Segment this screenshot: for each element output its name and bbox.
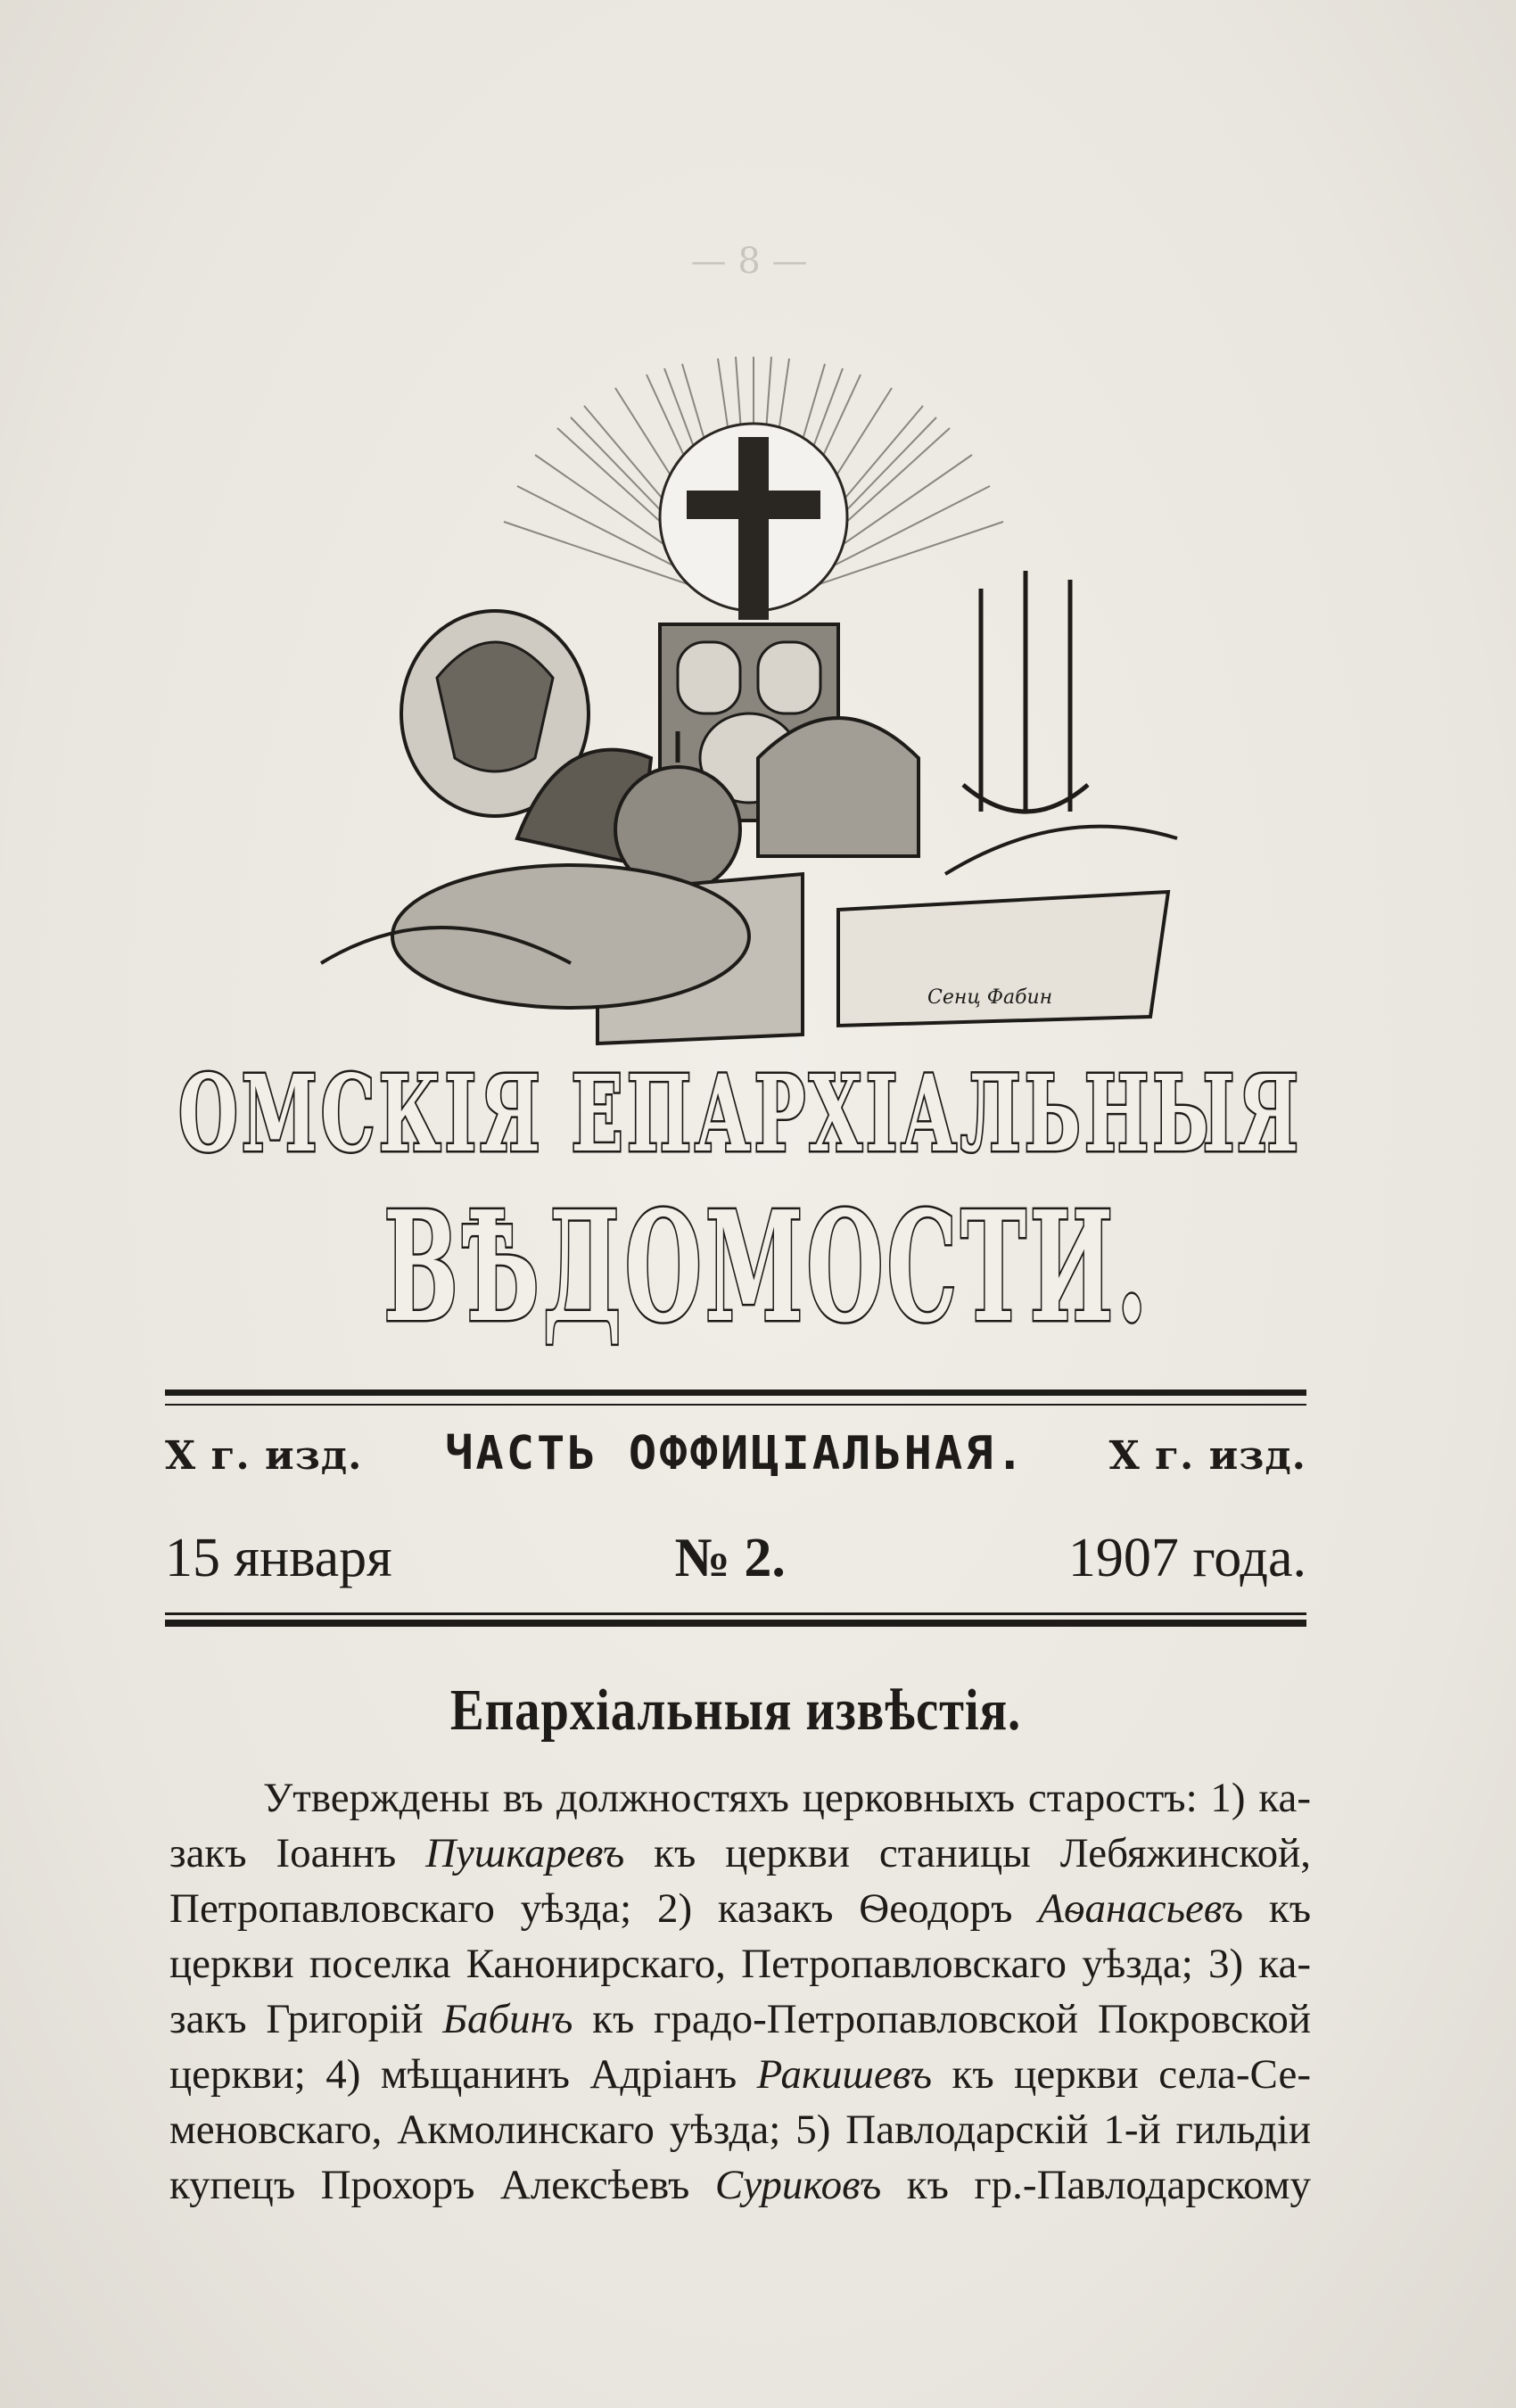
vignette-signature: Сенц Фабин [927, 986, 1053, 1009]
person-surname: Пушкаревъ [425, 1830, 625, 1876]
body-line: Утверждены въ должностяхъ церковныхъ старостъ: 1) ка- [263, 1775, 1311, 1821]
bottom-thick-rule [165, 1620, 1306, 1627]
masthead-title-line2-text: ВѢДОМОСТИ. [383, 1178, 1150, 1347]
mitre-icon [758, 718, 919, 856]
issue-year: 1907 года. [1067, 1528, 1306, 1588]
body-text [169, 1770, 1311, 2213]
body-line: церкви поселка Канонирскаго, Петропавловскаго уѣзда; 3) ка- [169, 1941, 1311, 1987]
ecclesiastical-vignette-illustration [303, 339, 1204, 1052]
person-surname: Бабинъ [442, 1996, 573, 2042]
cushion-icon [392, 865, 749, 1008]
bleed-through-page-number: — 8 — [690, 241, 808, 282]
edition-right: X г. изд. [1108, 1433, 1306, 1479]
masthead-title-line2 [375, 1173, 1159, 1347]
person-surname: Суриковъ [714, 2162, 882, 2208]
edition-left: X г. изд. [165, 1433, 363, 1479]
body-line: закъ Іоаннъ Пушкаревъ къ церкви станицы Лебяжинской, [169, 1830, 1312, 1876]
person-surname: Ракишевъ [756, 2051, 933, 2098]
body-line: купецъ Прохоръ Алексѣевъ Суриковъ къ гр.-Павлодарскому [169, 2162, 1311, 2208]
issue-date: 15 января [165, 1528, 392, 1588]
body-line: закъ Григорій Бабинъ къ градо-Петропавловской Покровской [169, 1996, 1312, 2042]
body-line: Петропавловскаго уѣзда; 2) казакъ Ѳеодоръ Аѳанасьевъ къ [169, 1885, 1311, 1932]
top-thin-rule [165, 1404, 1306, 1406]
masthead-title-line1 [161, 1039, 1320, 1182]
person-surname: Аѳанасьевъ [1038, 1885, 1244, 1932]
masthead-title-line1-text: ОМСКІЯ ЕПАРХІАЛЬНЫЯ [178, 1051, 1302, 1175]
issue-number: № 2. [674, 1528, 786, 1588]
part-title: ЧАСТЬ ОФФИЦІАЛЬНАЯ. [445, 1427, 1026, 1480]
body-line: церкви; 4) мѣщанинъ Адріанъ Ракишевъ къ церкви села-Се- [169, 2051, 1311, 2098]
candlestick-icon [963, 571, 1088, 812]
issue-date-row [165, 1527, 1306, 1590]
bottom-thin-rule [165, 1612, 1306, 1615]
body-line: меновскаго, Акмолинскаго уѣзда; 5) Павлодарскій 1-й гильдіи [169, 2107, 1311, 2153]
edition-header [165, 1427, 1306, 1480]
top-thick-rule [165, 1390, 1306, 1396]
section-title: Епархіальныя извѣстія. [449, 1678, 1022, 1743]
